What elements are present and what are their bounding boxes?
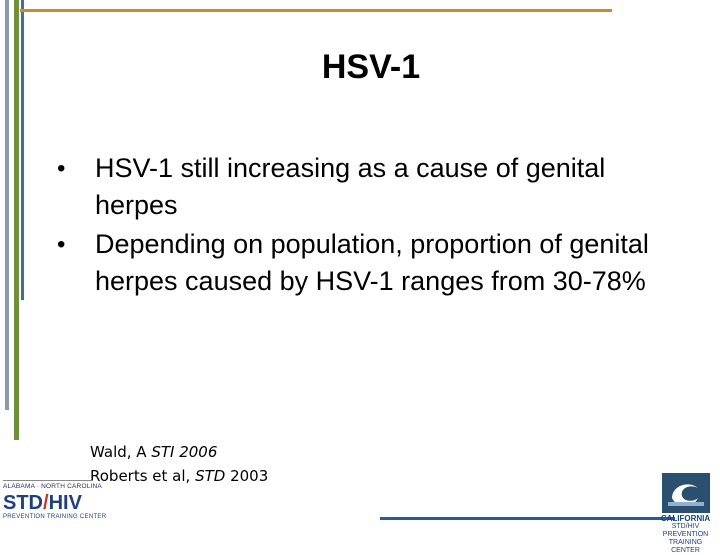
logo-wordmark bbox=[3, 492, 93, 514]
reference-author: Roberts et al, bbox=[90, 467, 196, 485]
logo-std: STD bbox=[3, 492, 43, 514]
bullet-item bbox=[57, 226, 677, 300]
logo-slash: / bbox=[43, 492, 49, 514]
bullet-text: Depending on population, proportion of genital herpes caused by HSV-1 ranges from 30-78% bbox=[95, 229, 649, 296]
bullet-dot: • bbox=[57, 231, 66, 258]
logo-bottom-line: PREVENTION TRAINING CENTER bbox=[3, 514, 107, 520]
references bbox=[90, 440, 268, 488]
logo-caption bbox=[658, 515, 713, 555]
reference-tail: 2003 bbox=[225, 467, 269, 485]
reference-author: Wald, A bbox=[90, 443, 152, 461]
bullet-item bbox=[57, 150, 677, 224]
reference-line bbox=[90, 464, 268, 488]
std-hiv-ptc-logo bbox=[3, 480, 107, 530]
bullet-text: HSV-1 still increasing as a cause of genital herpes bbox=[95, 153, 606, 220]
left-blue-rule bbox=[21, 0, 24, 300]
reference-source: STI 2006 bbox=[151, 443, 218, 461]
logo-hiv: HIV bbox=[48, 492, 82, 514]
top-orange-rule bbox=[20, 9, 612, 12]
slide-title: HSV-1 bbox=[321, 48, 421, 86]
wave-emblem-icon bbox=[662, 473, 710, 513]
logo-top-line: ALABAMA · NORTH CAROLINA bbox=[3, 480, 93, 490]
bullet-list bbox=[57, 150, 677, 302]
logo-caption-line: STD/HIV PREVENTION bbox=[662, 523, 709, 538]
bullet-dot: • bbox=[57, 155, 66, 182]
logo-caption-line: TRAINING CENTER bbox=[668, 539, 703, 554]
california-ptc-logo bbox=[658, 473, 713, 554]
reference-line bbox=[90, 440, 268, 464]
reference-source: STD bbox=[195, 467, 226, 485]
bottom-blue-rule bbox=[380, 517, 675, 520]
logo-caption-line: CALIFORNIA bbox=[660, 514, 711, 523]
